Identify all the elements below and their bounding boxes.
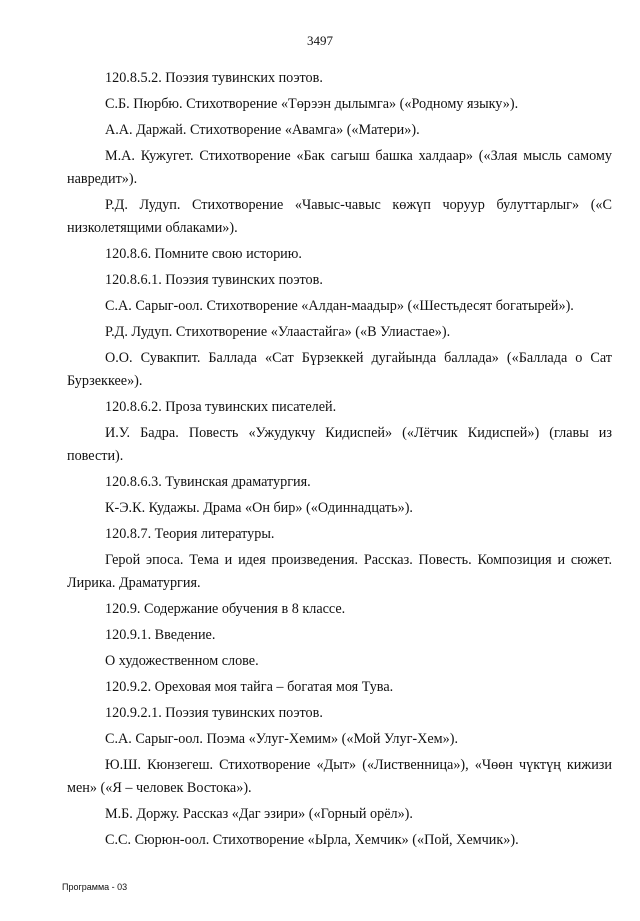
paragraph: 120.9. Содержание обучения в 8 классе. <box>105 601 346 617</box>
paragraph: Р.Д. Лудуп. Стихотворение «Улаастайга» («В Улиастае»). <box>105 324 451 340</box>
paragraph: 120.8.6. Помните свою историю. <box>105 246 302 262</box>
paragraph: К-Э.К. Кудажы. Драма «Он бир» («Одиннадцать»). <box>105 500 413 516</box>
paragraph: Герой эпоса. Тема и идея произведения. Рассказ. Повесть. Композиция и сюжет. Лирика. Драматургия. <box>67 552 612 591</box>
paragraph: 120.8.7. Теория литературы. <box>105 526 275 542</box>
paragraph: 120.8.6.3. Тувинская драматургия. <box>105 474 311 490</box>
paragraph: С.А. Сарыг-оол. Стихотворение «Алдан-маадыр» («Шестьдесят богатырей»). <box>105 298 574 314</box>
paragraph: 120.9.2.1. Поэзия тувинских поэтов. <box>105 705 323 721</box>
paragraph: О художественном слове. <box>105 653 259 669</box>
paragraph: 120.8.6.2. Проза тувинских писателей. <box>105 399 337 415</box>
paragraph: С.Б. Пюрбю. Стихотворение «Төрээн дылымга» («Родному языку»). <box>105 96 519 112</box>
paragraph: М.Б. Доржу. Рассказ «Даг эзири» («Горный орёл»). <box>105 806 413 822</box>
paragraph: 120.9.1. Введение. <box>105 627 216 643</box>
paragraph: Р.Д. Лудуп. Стихотворение «Чавыс-чавыс көжүп чоруур булуттарлыг» («С низколетящими облаками»). <box>67 197 612 236</box>
paragraph: А.А. Даржай. Стихотворение «Авамга» («Матери»). <box>105 122 420 138</box>
paragraph: 120.9.2. Ореховая моя тайга – богатая моя Тува. <box>105 679 394 695</box>
paragraph: 120.8.5.2. Поэзия тувинских поэтов. <box>105 70 323 86</box>
paragraph: Ю.Ш. Кюнзегеш. Стихотворение «Дыт» («Лиственница»), «Чөөн чүктүң кижизи мен» («Я – человек Востока»). <box>67 757 612 796</box>
paragraph: И.У. Бадра. Повесть «Ужудукчу Кидиспей» («Лётчик Кидиспей») (главы из повести). <box>67 425 612 464</box>
paragraph: С.С. Сюрюн-оол. Стихотворение «Ырла, Хемчик» («Пой, Хемчик»). <box>105 832 519 848</box>
footer-label: Программа - 03 <box>62 882 128 892</box>
paragraph: С.А. Сарыг-оол. Поэма «Улуг-Хемим» («Мой Улуг-Хем»). <box>105 731 459 747</box>
page-number: 3497 <box>307 33 333 48</box>
paragraph: 120.8.6.1. Поэзия тувинских поэтов. <box>105 272 323 288</box>
paragraph: М.А. Кужугет. Стихотворение «Бак сагыш башка халдаар» («Злая мысль самому навредит»). <box>67 148 612 187</box>
paragraph: О.О. Сувакпит. Баллада «Сат Бүрзеккей дугайында баллада» («Баллада о Сат Бурзеккее»). <box>67 350 612 389</box>
document-body <box>67 67 612 855</box>
